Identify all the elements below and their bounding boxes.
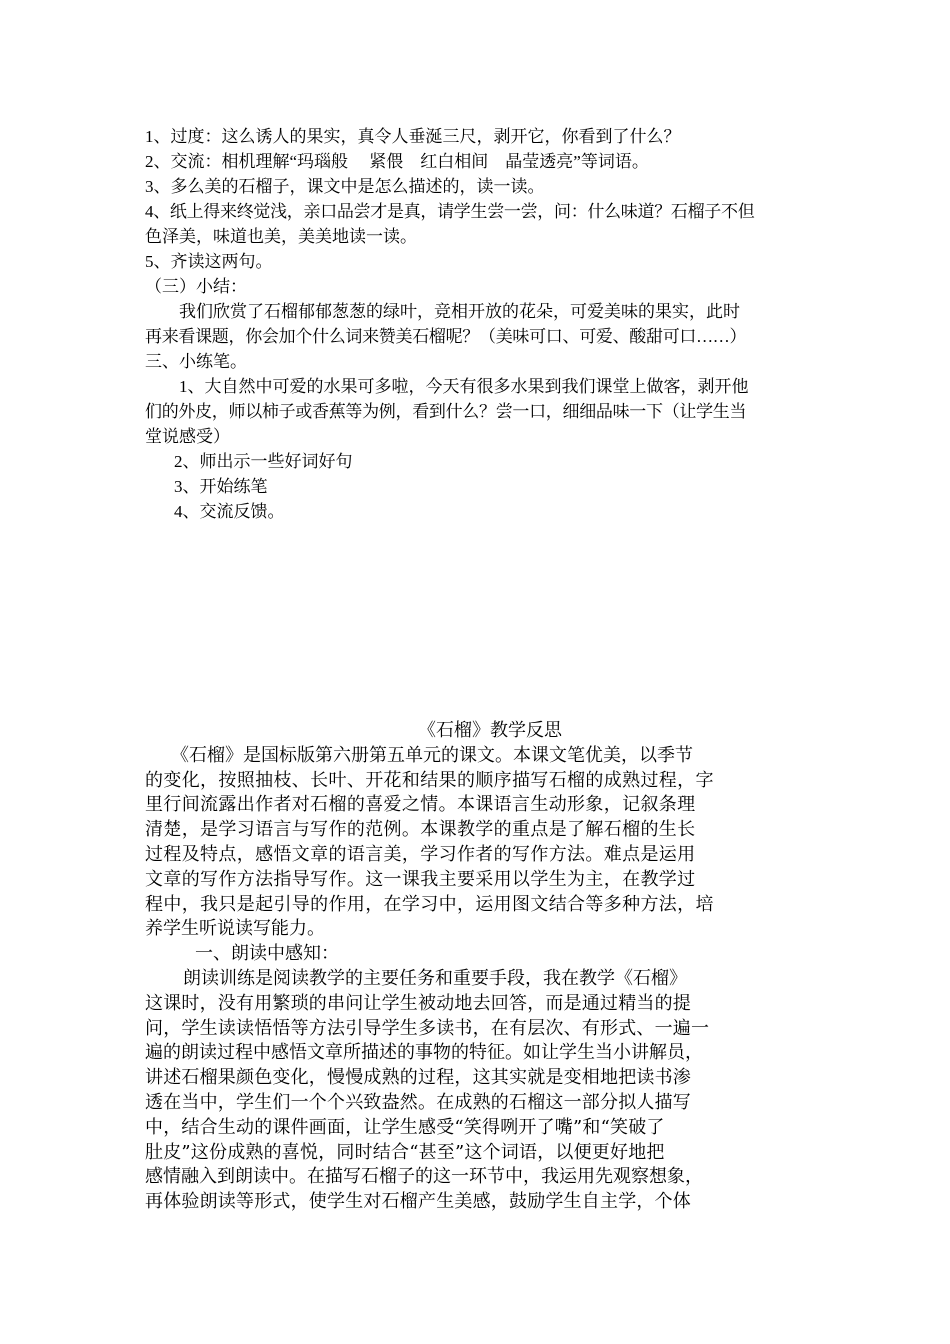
text-line: 感情融入到朗读中。在描写石榴子的这一环节中，我运用先观察想象， [145, 1166, 703, 1188]
text-line: 养学生听说读写能力。 [145, 918, 325, 940]
text-line: 清楚，是学习语言与写作的范例。本课教学的重点是了解石榴的生长 [145, 819, 696, 841]
text-line: 过程及特点，感悟文章的语言美，学习作者的写作方法。难点是运用 [145, 843, 696, 865]
text-line: 朗读训练是阅读教学的主要任务和重要手段，我在教学《石榴》 [183, 967, 687, 989]
text-line: 堂说感受） [145, 427, 230, 446]
text-line: 《石榴》是国标版第六册第五单元的课文。本课文笔优美，以季节 [171, 744, 693, 766]
text-line: 4、纸上得来终觉浅，亲口品尝才是真，请学生尝一尝，问：什么味道？石榴子不但 [145, 202, 755, 221]
subheading-writing-practice: 三、小练笔。 [145, 352, 247, 371]
text-line: 5、齐读这两句。 [145, 252, 273, 271]
text-line: 2、师出示一些好词好句 [174, 452, 353, 471]
section-title: 《石榴》教学反思 [418, 720, 562, 741]
text-line: 讲述石榴果颜色变化，慢慢成熟的过程，这其实就是变相地把读书渗 [145, 1067, 691, 1089]
text-line: 这课时，没有用繁琐的串问让学生被动地去回答，而是通过精当的提 [145, 992, 691, 1014]
text-line: 们的外皮，师以柿子或香蕉等为例，看到什么？尝一口，细细品味一下（让学生当 [145, 402, 747, 421]
text-line: 里行间流露出作者对石榴的喜爱之情。本课语言生动形象，记叙条理 [145, 794, 696, 816]
text-line: 文章的写作方法指导写作。这一课我主要采用以学生为主，在教学过 [145, 868, 696, 890]
text-line: 色泽美，味道也美，美美地读一读。 [145, 227, 417, 246]
reflection-section [145, 719, 815, 1215]
text-line: 问，学生读读悟悟等方法引导学生多读书，在有层次、有形式、一遍一 [145, 1017, 710, 1039]
text-line: 我们欣赏了石榴郁郁葱葱的绿叶，竞相开放的花朵，可爱美味的果实，此时 [179, 302, 740, 321]
text-line: 程中，我只是起引导的作用，在学习中，运用图文结合等多种方法，培 [145, 893, 714, 915]
text-line: 4、交流反馈。 [174, 502, 285, 521]
text-line: 再来看课题，你会加个什么词来赞美石榴呢？（美味可口、可爱、酸甜可口……） [145, 327, 747, 346]
text-line: 肚皮”这份成熟的喜悦，同时结合“甚至”这个词语，以便更好地把 [145, 1141, 665, 1163]
text-line: 1、过度：这么诱人的果实，真令人垂涎三尺，剥开它，你看到了什么？ [145, 127, 681, 146]
text-line: 遍的朗读过程中感悟文章所描述的事物的特征。如让学生当小讲解员， [145, 1042, 703, 1064]
text-line: 3、多么美的石榴子，课文中是怎么描述的，读一读。 [145, 177, 545, 196]
text-line: 透在当中，学生们一个个兴致盎然。在成熟的石榴这一部分拟人描写 [145, 1091, 691, 1113]
subheading-summary: （三）小结： [145, 277, 247, 296]
text-line: 3、开始练笔 [174, 477, 268, 496]
text-line: 的变化，按照抽枝、长叶、开花和结果的顺序描写石榴的成熟过程，字 [145, 769, 714, 791]
lesson-plan-section [145, 124, 815, 524]
text-line: 再体验朗读等形式，使学生对石榴产生美感，鼓励学生自主学，个体 [145, 1191, 691, 1213]
subheading-reading: 一、朗读中感知： [195, 943, 339, 965]
text-line: 2、交流：相机理解“玛瑙般 紧偎 红白相间 晶莹透亮”等词语。 [145, 152, 649, 171]
text-line: 1、大自然中可爱的水果可多啦，今天有很多水果到我们课堂上做客，剥开他 [179, 377, 749, 396]
text-line: 中，结合生动的课件画面，让学生感受“笑得咧开了嘴”和“笑破了 [145, 1116, 665, 1138]
